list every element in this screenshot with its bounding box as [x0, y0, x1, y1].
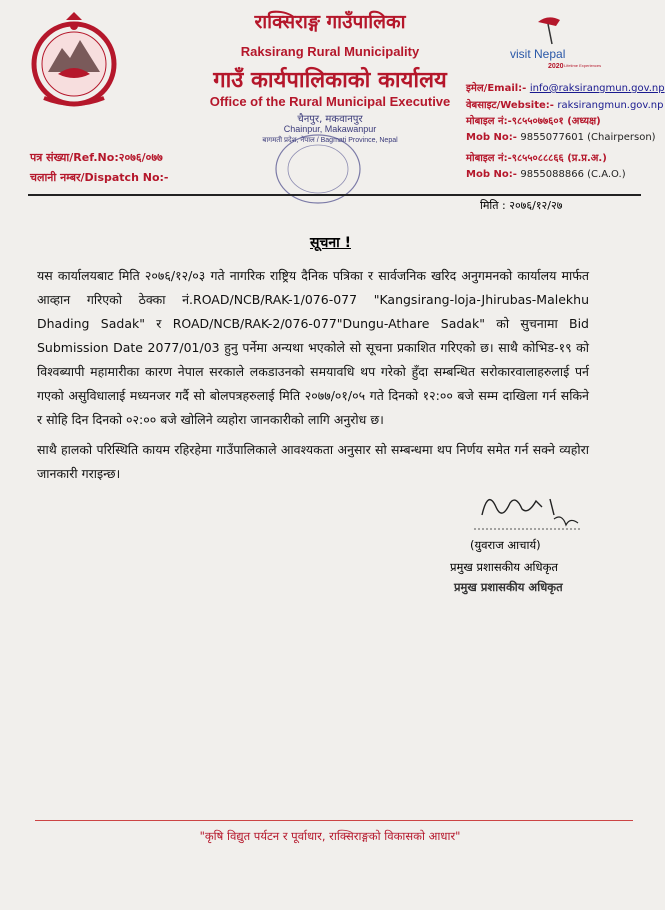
- office-name-np: गाउँ कार्यपालिकाको कार्यालय: [213, 67, 447, 93]
- notice-paragraph-1: यस कार्यालयबाट मिति २०७६/१२/०३ गते नागरिक राष्ट्रिय दैनिक पत्रिका र सार्वजनिक खरिद अनुगमनको कार्यालय मार्फत आव्हान गरिएको ठेक्का नं.ROAD/NCB/RAK-1/076-077 "Kangsirang-loja-Jhirubas-Malekhu Dhading Sadak" र ROAD/NCB/RAK-2/076-077"Dungu-Athare Sadak" को सुचनामा Bid Submission Date 2077/01/03 हुनु पर्नेमा अन्यथा भएकोले सो सूचना प्रकाशित गरिएको छ। साथै कोभिड-१९ को विश्वब्यापी महामारीका कारण नेपाल सरकाले लकडाउनको समयावधि थप गरेको हुँदा सम्बन्धित सरोकारवालाहरुलाई पर्न गएको असुविधालाई मध्यनजर गर्दै सो बोलपत्रहरुलाई मिति २०७७/०१/०५ गते दिनको १२:०० बजे सम्म दाखिला गर्न सकिने र सोहि दिन दिनको ०२:०० बजे खोलिने व्यहोरा जानकारीको लागि अनुरोध छ।: [37, 268, 589, 427]
- municipality-name-np: राक्सिराङ्ग गाउँपालिका: [254, 11, 406, 33]
- nepal-emblem-icon: [30, 12, 118, 112]
- location-en: Chainpur, Makawanpur: [283, 124, 377, 134]
- office-stamp-icon: [268, 130, 368, 208]
- mobile-en-1: Mob No:- 9855077601 (Chairperson): [466, 132, 656, 143]
- mobile-en-2: Mob No:- 9855088866 (C.A.O.): [466, 169, 626, 180]
- visit-nepal-tag: Lifetime Experiences: [564, 63, 602, 68]
- province-line: बागमती प्रदेश, नेपाल / Bagmati Province, Nepal: [262, 137, 398, 144]
- signatory-stamp: प्रमुख प्रशासकीय अधिकृत: [454, 580, 563, 594]
- footer-slogan: "कृषि विद्युत पर्यटन र पूर्वाधार, राक्सिराङ्गको विकासको आधार": [199, 829, 461, 843]
- signature-icon: [462, 485, 592, 540]
- notice-title: सूचना !: [309, 235, 351, 251]
- notice-paragraph-2: साथै हालको परिस्थिति कायम रहिरहेमा गाउँपालिकाले आवश्यकता अनुसार सो सम्बन्धमा थप निर्णय समेत गर्न सक्ने व्यहोरा जानकारी गराइन्छ।: [37, 442, 589, 481]
- municipality-name-en: Raksirang Rural Municipality: [240, 44, 420, 59]
- signatory-title: प्रमुख प्रशासकीय अधिकृत: [450, 560, 558, 574]
- visit-nepal-text: visit Nepal: [510, 47, 566, 61]
- header-divider: [28, 194, 641, 196]
- location-np: चैनपुर, मकवानपुर: [297, 114, 363, 125]
- office-name-en: Office of the Rural Municipal Executive: [209, 94, 451, 109]
- visit-nepal-year: 2020: [548, 63, 564, 70]
- visit-nepal-logo-icon: [508, 14, 602, 76]
- footer-divider: [35, 820, 633, 821]
- mobile-np-2: मोबाइल नं:-९८५५०८८८६६ (प्र.प्र.अ.): [466, 153, 607, 164]
- website-link[interactable]: raksirangmun.gov.np: [557, 100, 664, 111]
- email-line: इमेल/Email:- info@raksirangmun.gov.np: [466, 83, 665, 94]
- email-link[interactable]: info@raksirangmun.gov.np: [529, 83, 665, 94]
- mobile-np-1: मोबाइल नं:-९८५५०७७६०१ (अध्यक्ष): [466, 116, 601, 127]
- ref-number: पत्र संख्या/Ref.No:२०७६/०७७: [30, 151, 163, 164]
- dispatch-number: चलानी नम्बर/Dispatch No:-: [30, 171, 169, 184]
- signatory-name: (युवराज आचार्य): [470, 538, 541, 552]
- letter-date: मिति : २०७६/१२/२७: [480, 199, 563, 212]
- website-line: वेबसाइट/Website:- raksirangmun.gov.np: [466, 100, 664, 111]
